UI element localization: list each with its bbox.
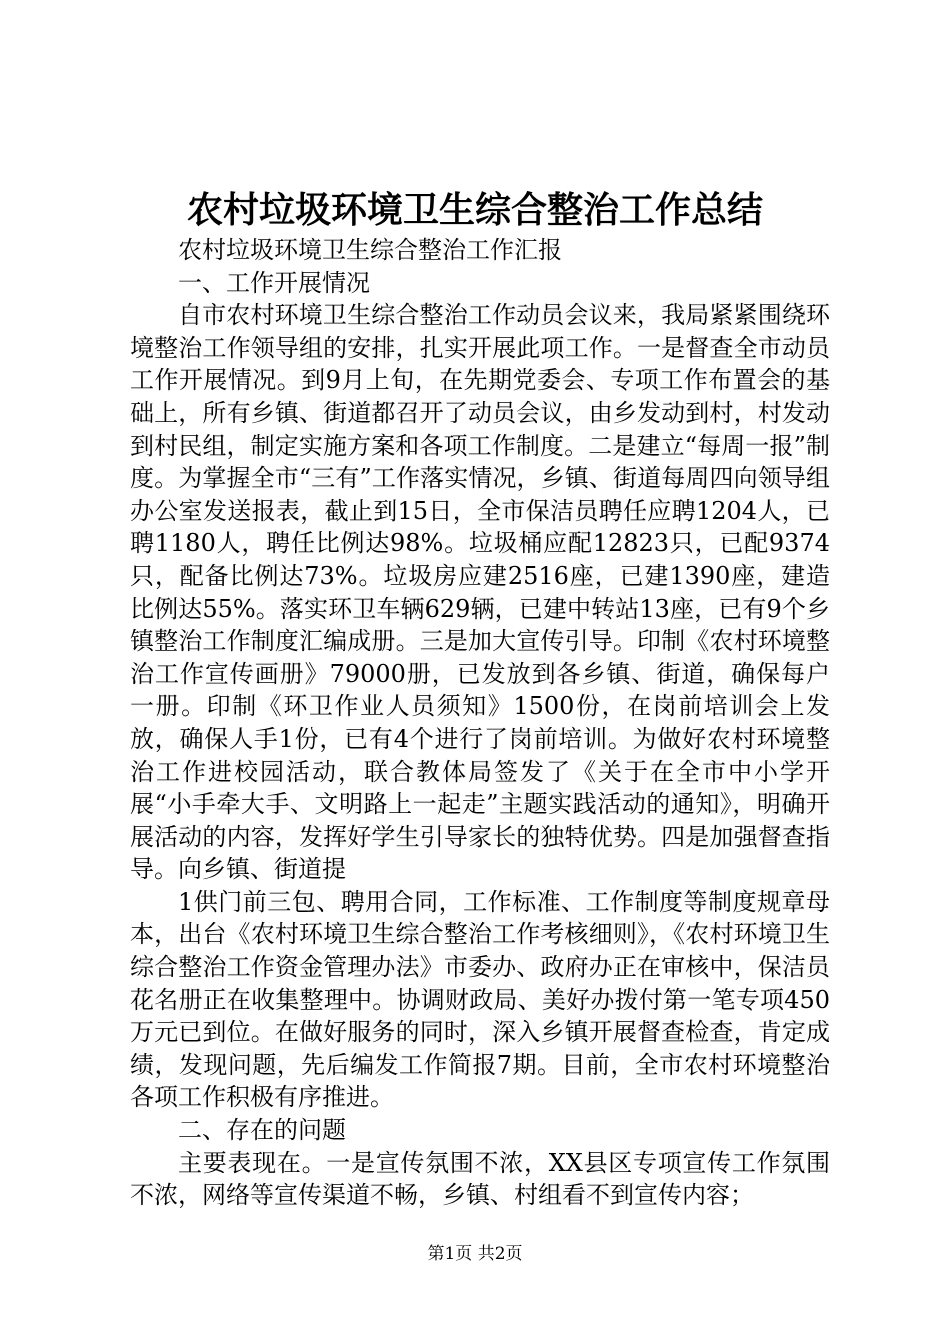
document-body xyxy=(130,234,830,1212)
report-subtitle: 农村垃圾环境卫生综合整治工作汇报 xyxy=(178,236,562,264)
section-heading-problems: 二、存在的问题 xyxy=(178,1116,346,1145)
body-paragraph: 自市农村环境卫生综合整治工作动员会议来，我局紧紧围绕环境整治工作领导组的安排，扎实开展此项工作。一是督查全市动员工作开展情况。到9月上旬，在先期党委会、专项工作布置会的基础上，所有乡镇、街道都召开了动员会议，由乡发动到村，村发动到村民组，制定实施方案和各项工作制度。二是建立“每周一报”制度。为掌握全市“三有”工作落实情况，乡镇、街道每周四向领导组办公室发送报表，截止到15日，全市保洁员聘任应聘1204人，已聘1180人，聘任比例达98%。垃圾桶应配12823只，已配9374只，配备比例达73%。垃圾房应建2516座，已建1390座，建造比例达55%。落实环卫车辆629辆，已建中转站13座，已有9个乡镇整治工作制度汇编成册。三是加大宣传引导。印制《农村环境整治工作宣传画册》79000册，已发放到各乡镇、街道，确保每户一册。印制《环卫作业人员须知》1500份，在岗前培训会上发放，确保人手1份，已有4个进行了岗前培训。为做好农村环境整治工作进校园活动，联合教体局签发了《关于在全市中小学开展“小手牵大手、文明路上一起走”主题实践活动的通知》，明确开展活动的内容，发挥好学生引导家长的独特优势。四是加强督查指导。向乡镇、街道提 xyxy=(130,301,830,884)
body-paragraph: 1供门前三包、聘用合同，工作标准、工作制度等制度规章母本，出台《农村环境卫生综合整治工作考核细则》，《农村环境卫生综合整治工作资金管理办法》市委办、政府办正在审核中，保洁员花名册正在收集整理中。协调财政局、美好办拨付第一笔专项450万元已到位。在做好服务的同时，深入乡镇开展督查检查，肯定成绩，发现问题，先后编发工作简报7期。目前，全市农村环境整治各项工作积极有序推进。 xyxy=(130,887,830,1112)
section-heading-work-progress: 一、工作开展情况 xyxy=(178,268,370,297)
document-title: 农村垃圾环境卫生综合整治工作总结 xyxy=(186,189,763,231)
body-paragraph: 主要表现在。一是宣传氛围不浓，XX县区专项宣传工作氛围不浓，网络等宣传渠道不畅，乡镇、村组看不到宣传内容； xyxy=(130,1148,830,1210)
page-number-footer: 第1页 共2页 xyxy=(427,1244,523,1264)
